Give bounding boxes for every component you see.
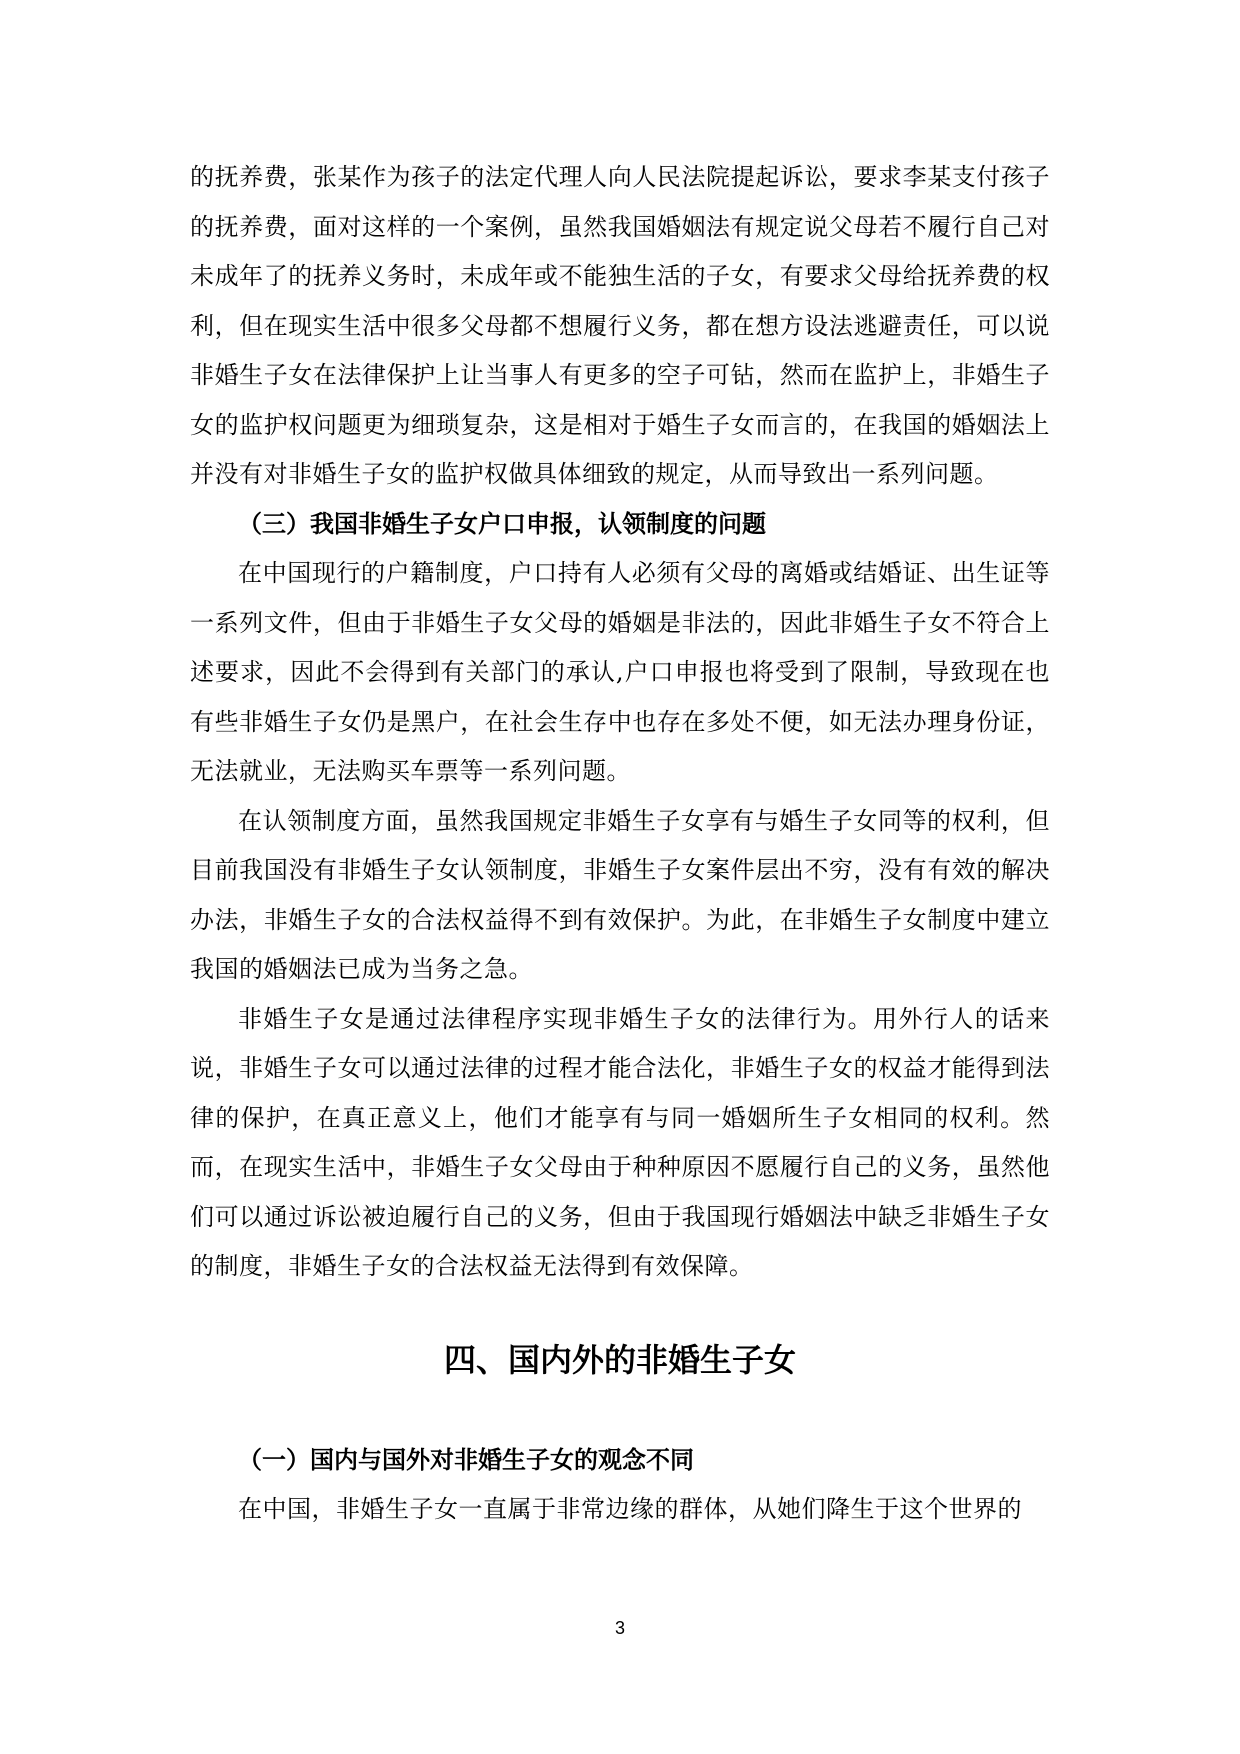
spacer <box>190 1380 1050 1436</box>
section-heading-3: （三）我国非婚生子女户口申报，认领制度的问题 <box>238 509 766 538</box>
page-content <box>190 153 1050 1535</box>
paragraph-3: 在认领制度方面，虽然我国规定非婚生子女享有与婚生子女同等的权利，但目前我国没有非婚生子女认领制度，非婚生子女案件层出不穷，没有有效的解决办法，非婚生子女的合法权益得不到有效保护。为此，在非婚生子女制度中建立我国的婚姻法已成为当务之急。 <box>190 806 1050 983</box>
paragraph-1: 的抚养费，张某作为孩子的法定代理人向人民法院提起诉讼，要求李某支付孩子的抚养费，面对这样的一个案例，虽然我国婚姻法有规定说父母若不履行自己对未成年了的抚养义务时，未成年或不能独生活的子女，有要求父母给抚养费的权利，但在现实生活中很多父母都不想履行义务，都在想方设法逃避责任，可以说非婚生子女在法律保护上让当事人有更多的空子可钻，然而在监护上，非婚生子女的监护权问题更为细琐复杂，这是相对于婚生子女而言的，在我国的婚姻法上并没有对非婚生子女的监护权做具体细致的规定，从而导致出一系列问题。 <box>190 163 1050 488</box>
paragraph-5: 在中国，非婚生子女一直属于非常边缘的群体，从她们降生于这个世界的 <box>238 1495 1022 1523</box>
chapter-heading-4: 四、国内外的非婚生子女 <box>443 1340 796 1379</box>
paragraph-2: 在中国现行的户籍制度，户口持有人必须有父母的离婚或结婚证、出生证等一系列文件，但由于非婚生子女父母的婚姻是非法的，因此非婚生子女不符合上述要求，因此不会得到有关部门的承认,户口申报也将受到了限制，导致现在也有些非婚生子女仍是黑户，在社会生存中也存在多处不便，如无法办理身份证，无法就业，无法购买车票等一系列问题。 <box>190 559 1050 785</box>
section-heading-1: （一）国内与国外对非婚生子女的观念不同 <box>238 1445 694 1474</box>
spacer <box>190 1292 1050 1340</box>
page-number: 3 <box>614 1618 625 1638</box>
paragraph-4: 非婚生子女是通过法律程序实现非婚生子女的法律行为。用外行人的话来说，非婚生子女可以通过法律的过程才能合法化，非婚生子女的权益才能得到法律的保护，在真正意义上，他们才能享有与同一婚姻所生子女相同的权利。然而，在现实生活中，非婚生子女父母由于种种原因不愿履行自己的义务，虽然他们可以通过诉讼被迫履行自己的义务，但由于我国现行婚姻法中缺乏非婚生子女的制度，非婚生子女的合法权益无法得到有效保障。 <box>190 1004 1050 1280</box>
